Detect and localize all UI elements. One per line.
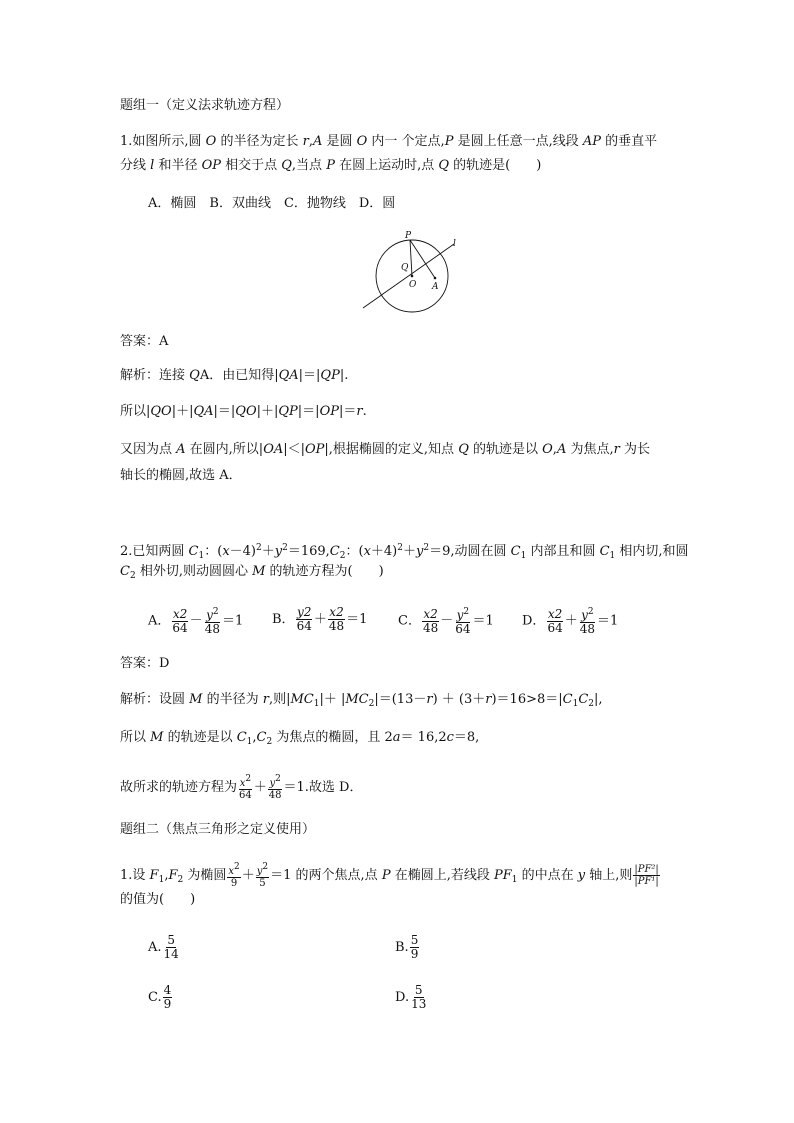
q1-answer: 答案：A [120,334,169,349]
fig-label-q: Q [401,263,409,273]
q2-answer: 答案：D [120,656,170,671]
q1-solution-line3: 又因为点 A 在圆内,所以|OA|＜|OP|,根据椭圆的定义,知点 Q 的轨迹是以 O,A 为焦点,r 为长 [120,442,650,457]
q2-option-b: B． $\frac{y2}{64}$ ＋ $\frac{x2}{48}$ ＝1 [272,605,368,633]
q2-option-d: D． $\frac{x2}{64}$ ＋ $\frac{y^2}{48}$ ＝1 [522,606,619,636]
q3-stem-line1: 1.设 $F_1,F_2$ 为椭圆 $\frac{x2}{9}$ ＋ $\frac{y2}{5}$ ＝1 的两个焦点,点 P 在椭圆上,若线段 $PF_1$ 的中点在 y 轴上,则 $\frac{\text{|PF²|}}{\text{|PF¹|}}$ [120,862,659,889]
q1-options: A．椭圆 B．双曲线 C．抛物线 D．圆 [148,196,396,211]
q3-option-b: B. $\frac{5}{9}$ [395,933,419,961]
q1-stem-line1: 1.如图所示,圆 O 的半径为定长 r,A 是圆 O 内一 个定点,P 是圆上任意一点,线段 AP 的垂直平 [120,134,658,149]
q3-stem-line2: 的值为( ) [120,892,196,907]
q2-stem-line1: 2.已知两圆 $C_1$：$(x-4)^2+y^2=169,C_2$：$(x+4)^2+y^2=9$,动圆在圆 $C_1$ 内部且和圆 $C_1$ 相内切,和圆 [120,543,689,561]
q2-solution-line2: 所以 M 的轨迹是以 $C_1,C_2$ 为焦点的椭圆，且 2a＝ 16,2c＝8, [120,730,480,747]
q3-option-c: C. $\frac{4}{9}$ [148,983,172,1011]
q2-option-a: A． $\frac{x2}{64}$ － $\frac{y^2}{48}$ ＝1 [148,606,244,636]
fig-label-l: l [453,239,456,249]
q1-stem-line2: 分线 l 和半径 OP 相交于点 Q,当点 P 在圆上运动时,点 Q 的轨迹是( ) [120,158,542,173]
q1-solution-line1: 解析：连接 QA．由已知得|QA|＝|QP|. [120,368,349,383]
q2-solution-line1: 解析：设圆 M 的半径为 r,则$|MC_1|+ |MC_2|=(13-r) + (3+r)=16>8=|C_1C_2|$, [120,692,603,709]
q2-stem-line2: $C_2$ 相外切,则动圆圆心 M 的轨迹方程为( ) [120,564,384,581]
q2-option-c: C． $\frac{x2}{48}$ － $\frac{y^2}{64}$ ＝1 [398,606,494,636]
q3-option-d: D. $\frac{5}{13}$ [395,983,427,1011]
q2-solution-line3: 故所求的轨迹方程为 $\frac{x2}{64}$ ＋ $\frac{y2}{48}$ ＝1.故选 D． [120,774,363,801]
fig-label-o: O [409,280,417,290]
q1-circle-figure [355,226,465,326]
group1-title: 题组一（定义法求轨迹方程） [120,98,290,113]
q3-option-a: A. $\frac{5}{14}$ [148,933,179,961]
group2-title: 题组二（焦点三角形之定义使用） [120,822,316,837]
q1-solution-line2: 所以|QO|＋|QA|＝|QO|＋|QP|＝|OP|＝r. [120,404,367,419]
q1-solution-line4: 轴长的椭圆,故选 A． [120,468,242,483]
fig-label-p: P [405,231,412,241]
fig-label-a: A [432,282,439,292]
